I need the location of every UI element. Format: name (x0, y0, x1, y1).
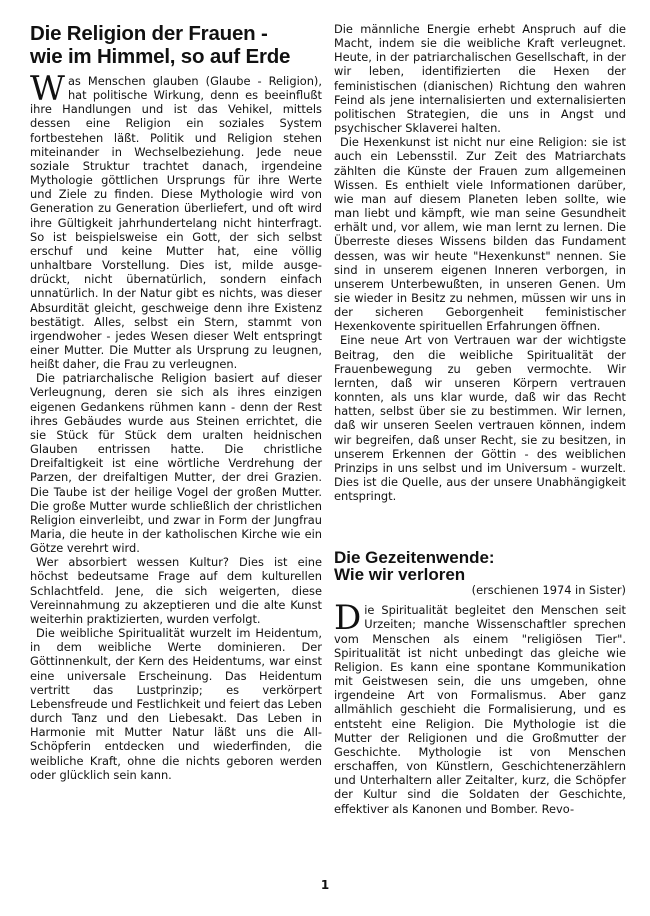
drop-cap: D (334, 598, 362, 639)
paragraph-1 (30, 69, 322, 372)
article-title-line-2: wie im Himmel, so auf Erde (30, 45, 291, 68)
paragraph-1-text: as Menschen glauben (Glaube - Religion), hat politische Wirkung, denn es beeinflußt ihre Handlungen und ist das Vehikel, mittels dessen eine Religion ein soziales System fortbestehen läßt. Politik und Religion stehen miteinander in Wechselbeziehung. Jede neue soziale Struktur trachtet danach, irgendeine Mythologie göttlichen Ursprungs für ihre Werte und Ziele zu finden. Diese Mythologie wird von Generation zu Generation überliefert, und oft wird ihre Gültigkeit jahrhundertelang nicht hinterfragt. So ist beispielsweise ein Gott, der sich selbst erschuf und keine Mutter hat, eine völlig unhaltbare Vorstellung. Dies ist, milde ausgedrückt, nicht übernatürlich, sondern einfach unnatürlich. In der Natur gibt es nichts, was dieser Absurdität gleicht, geschweige denn ihre Existenz bestätigt. Alles, selbst ein Stern, stammt von irgendwoher - jedes Wesen dieser Welt entspringt einer Mutter. Die Mutter als Ursprung zu leugnen, heißt daher, die Frau zu verleugnen. (30, 74, 322, 372)
source-note: (erschienen 1974 in Sister) (471, 583, 626, 598)
paragraph-3: Wer absorbiert wessen Kultur? Dies ist eine höchst bedeutsame Frage auf dem kulturellen Schlachtfeld. Jene, die sich weigerten, diese Vereinnahmung zu akzeptieren und die alte Kunst weiterhin praktizierten, wurden verfolgt. (30, 555, 322, 626)
section-paragraph-1-text: ie Spiritualität begleitet den Menschen seit Urzeiten; manche Wissenschaftler sprechen vom Menschen als einem "religiösen Tier". Spiritualität ist nicht unbedingt das gleiche wie Religion. Es kann eine spontane Kommunikation mit Geistwesen sein, die uns umgeben, ohne irgendeine Art von Formalismus. Aber ganz allmählich geschieht die Formalisierung, und es entsteht eine Religion. Die Mythologie ist die Mutter der Religionen und die Großmutter der Geschichte. Mythologie ist von Menschen erschaffen, von Künstlern, Geschichtenerzählern und Unterhaltern aller Zeitalter, kurz, die Schöpfer der Kultur sind die Soldaten der Geschichte, effektiver als Kanonen und Bomber. Revo- (334, 603, 626, 816)
section-title-line-1: Die Gezeitenwende: (334, 548, 495, 568)
paragraph-7: Eine neue Art von Vertrauen war der wichtigste Beitrag, den die weibliche Spiritualität der Frauenbewegung zu geben vermochte. Wir lernten, daß wir unseren Körpern vertrauen konnten, als uns klar wurde, daß wir das Recht hatten, selbst über sie zu bestimmen. Wir lernen, daß wir unseren Seelen vertrauen können, indem wir begreifen, daß unser Recht, sie zu besitzen, in unserem Erkennen der Göttin - des weiblichen Prinzips in uns selbst und im Universum - wurzelt. Dies ist die Quelle, aus der unsere Unabhängigkeit entspringt. (334, 333, 626, 504)
left-column (30, 22, 322, 782)
page-number: 1 (320, 878, 330, 892)
section-title-line-2: Wie wir verloren (334, 565, 466, 585)
drop-cap: W (30, 69, 65, 109)
section-paragraph-1 (334, 598, 626, 816)
right-column (334, 22, 626, 816)
article-title (30, 22, 322, 68)
paragraph-2: Die patriarchalische Religion basiert auf dieser Verleugnung, deren sie sich als ihres einzigen eigenen Gedankens rühmen kann - denn der Rest ihres Gebäudes wurde aus Steinen errichtet, die sie Stück für Stück dem uralten heidnischen Glauben entrissen hatte. Die christliche Dreifaltigkeit ist eine wörtliche Verdrehung der Parzen, der dreifaltigen Mutter, der drei Grazien. Die Taube ist der heilige Vogel der großen Mutter. Die große Mutter wurde schließlich der christlichen Religion einverleibt, und zwar in Form der Jungfrau Maria, die heute in der katholischen Kirche wie ein Götze verehrt wird. (30, 371, 322, 556)
paragraph-6: Die Hexenkunst ist nicht nur eine Religion: sie ist auch ein Lebensstil. Zur Zeit des Matriarchats zählten die Künste der Frauen zum allgemeinen Wissen. Es enthielt viele Informationen darüber, wie man auf diesem Planeten leben sollte, wie man liebt und kämpft, wie man seine Gesundheit erhält und, vor allem, wie man lernt zu lernen. Die Überreste dieses Wissens bilden das Fundament dessen, was wir heute "Hexenkunst" nennen. Sie sind in unserem eigenen Inneren verborgen, in unserem Unterbewußten, in unseren Genen. Um sie wieder in Besitz zu nehmen, müssen wir uns in der sicheren Geborgenheit feministischer Hexenkovente spirituellen Erfahrungen öffnen. (334, 135, 626, 334)
paragraph-5: Die männliche Energie erhebt Anspruch auf die Macht, indem sie die weibliche Kraft verleugnet. Heute, in der patriarchalischen Gesellschaft, in der wir leben, identifizierten die Hexen der feministischen (dianischen) Richtung den wahren Feind als jene internalisierten und externalisierten politischen Strategien, die uns in Angst und psychischer Sklaverei halten. (334, 22, 626, 136)
section-title (334, 549, 626, 583)
paragraph-4: Die weibliche Spiritualität wurzelt im Heidentum, in dem weibliche Werte dominieren. Der Göttinnenkult, der Kern des Heidentums, war einst eine universale Erscheinung. Das Heidentum vertritt das Lustprinzip; es verkörpert Lebensfreude und Festlichkeit und feiert das Leben durch Tanz und den Liebesakt. Das Leben in Harmonie mit Mutter Natur läßt uns die All-Schöpferin entdecken und wiederfinden, die weibliche Kraft, ohne die nichts geboren werden oder glücklich sein kann. (30, 626, 322, 782)
article-title-line-1: Die Religion der Frauen - (30, 22, 268, 45)
